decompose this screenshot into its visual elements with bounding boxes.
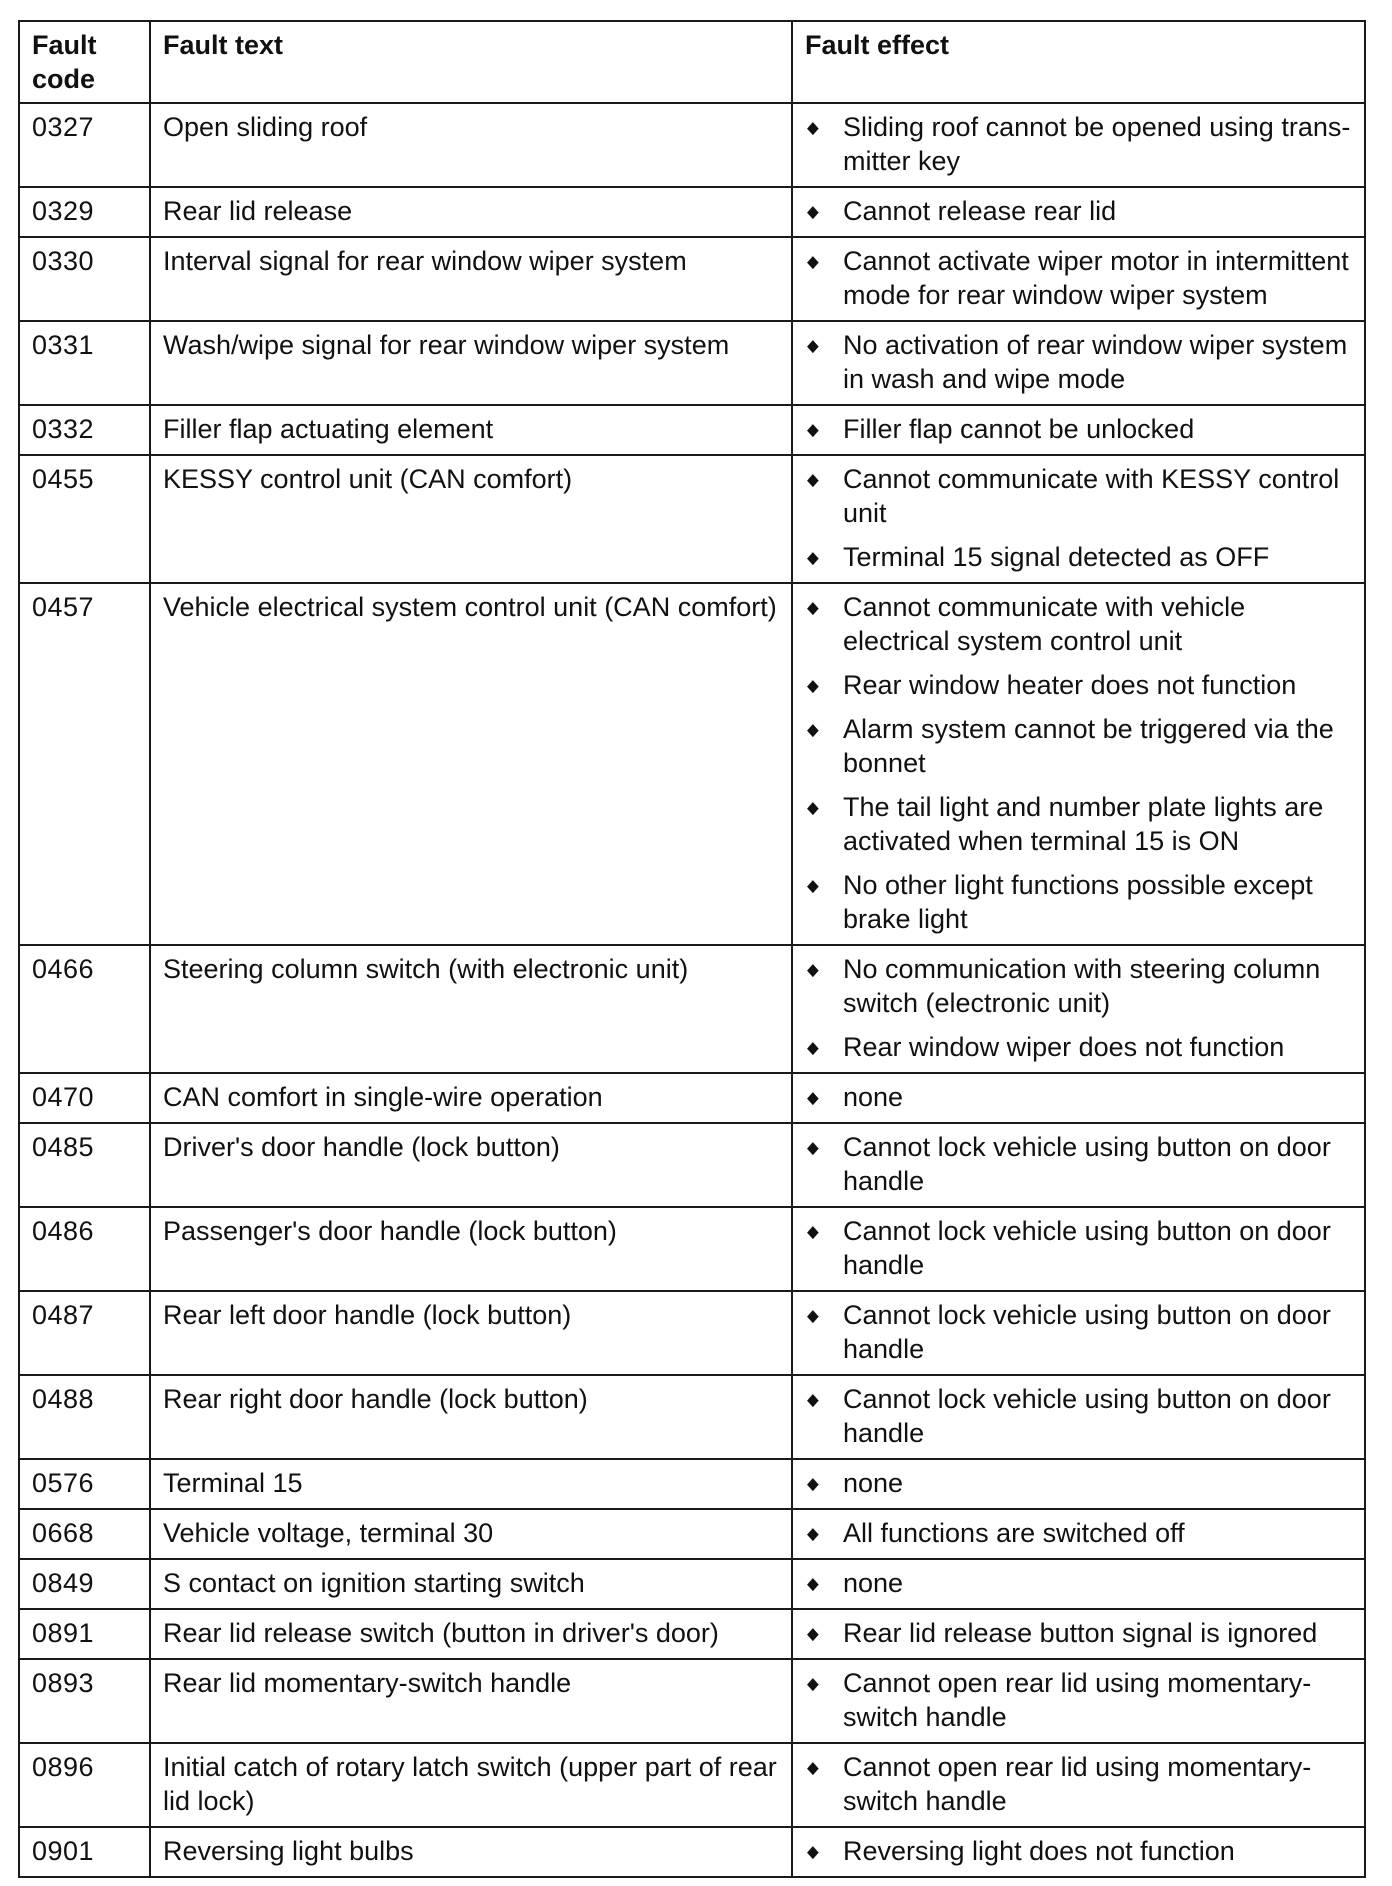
header-fault-text: Fault text (150, 21, 792, 103)
effect-item (805, 1666, 1352, 1734)
fault-text-cell: Rear lid release switch (button in driver's door) (150, 1609, 792, 1659)
effect-item (805, 1080, 1352, 1114)
effect-list (805, 412, 1352, 446)
effect-list (805, 244, 1352, 312)
effect-item (805, 1382, 1352, 1450)
fault-effect-cell (792, 1559, 1365, 1609)
table-row (19, 1123, 1365, 1207)
effect-list (805, 1666, 1352, 1734)
fault-text-cell: Filler flap actuating element (150, 405, 792, 455)
effect-item (805, 1750, 1352, 1818)
fault-text-cell: Rear lid release (150, 187, 792, 237)
effect-text: none (843, 1568, 904, 1598)
fault-code-cell: 0485 (19, 1123, 150, 1207)
effect-list (805, 1516, 1352, 1550)
effect-list (805, 1566, 1352, 1600)
effect-text: Rear lid release button signal is ignored (843, 1618, 1318, 1648)
effect-list (805, 1616, 1352, 1650)
header-fault-effect: Fault effect (792, 21, 1365, 103)
fault-code-cell: 0849 (19, 1559, 150, 1609)
diamond-bullet-icon: ◆ (807, 118, 819, 137)
fault-code-cell: 0327 (19, 103, 150, 187)
effect-list (805, 328, 1352, 396)
effect-list (805, 1382, 1352, 1450)
fault-effect-cell (792, 1123, 1365, 1207)
diamond-bullet-icon: ◆ (807, 960, 819, 979)
fault-effect-cell (792, 103, 1365, 187)
effect-item (805, 790, 1352, 858)
diamond-bullet-icon: ◆ (807, 1758, 819, 1777)
effect-text: Cannot activate wiper motor in intermittent mode for rear window wiper system (843, 246, 1349, 310)
fault-text-cell: Passenger's door handle (lock button) (150, 1207, 792, 1291)
effect-item (805, 1566, 1352, 1600)
fault-code-cell: 0466 (19, 945, 150, 1073)
effect-text: Sliding roof cannot be opened using trans-mitter key (843, 112, 1351, 176)
fault-effect-cell (792, 1743, 1365, 1827)
diamond-bullet-icon: ◆ (807, 1138, 819, 1157)
effect-text: Filler flap cannot be unlocked (843, 414, 1195, 444)
effect-item (805, 412, 1352, 446)
fault-effect-cell (792, 1375, 1365, 1459)
fault-code-cell: 0330 (19, 237, 150, 321)
fault-effect-cell (792, 945, 1365, 1073)
effect-text: none (843, 1082, 904, 1112)
table-row (19, 1509, 1365, 1559)
effect-item (805, 194, 1352, 228)
table-row (19, 1559, 1365, 1609)
effect-text: Cannot open rear lid using momentary-switch handle (843, 1752, 1312, 1816)
fault-effect-cell (792, 1827, 1365, 1877)
effect-text: Cannot release rear lid (843, 196, 1117, 226)
table-row (19, 1609, 1365, 1659)
fault-code-cell: 0668 (19, 1509, 150, 1559)
fault-effect-cell (792, 1207, 1365, 1291)
effect-list (805, 194, 1352, 228)
diamond-bullet-icon: ◆ (807, 1674, 819, 1693)
effect-text: none (843, 1468, 904, 1498)
fault-text-cell: Open sliding roof (150, 103, 792, 187)
fault-text-cell: Rear right door handle (lock button) (150, 1375, 792, 1459)
fault-effect-cell (792, 583, 1365, 945)
fault-text-cell: Rear left door handle (lock button) (150, 1291, 792, 1375)
diamond-bullet-icon: ◆ (807, 548, 819, 567)
fault-code-cell: 0901 (19, 1827, 150, 1877)
effect-text: No activation of rear window wiper system in wash and wipe mode (843, 330, 1348, 394)
effect-list (805, 1214, 1352, 1282)
fault-text-cell: CAN comfort in single-wire operation (150, 1073, 792, 1123)
fault-code-cell: 0470 (19, 1073, 150, 1123)
effect-item (805, 1214, 1352, 1282)
diamond-bullet-icon: ◆ (807, 470, 819, 489)
effect-text: No other light functions possible except brake light (843, 870, 1313, 934)
effect-text: Cannot lock vehicle using button on door handle (843, 1216, 1331, 1280)
fault-code-cell: 0455 (19, 455, 150, 583)
effect-list (805, 462, 1352, 574)
diamond-bullet-icon: ◆ (807, 598, 819, 617)
table-row (19, 583, 1365, 945)
effect-text: No communication with steering column switch (electronic unit) (843, 954, 1321, 1018)
fault-text-cell: Rear lid momentary-switch handle (150, 1659, 792, 1743)
fault-code-cell: 0457 (19, 583, 150, 945)
diamond-bullet-icon: ◆ (807, 1088, 819, 1107)
diamond-bullet-icon: ◆ (807, 252, 819, 271)
effect-item (805, 868, 1352, 936)
fault-code-cell: 0332 (19, 405, 150, 455)
effect-list (805, 1080, 1352, 1114)
header-row (19, 21, 1365, 103)
table-row (19, 1659, 1365, 1743)
table-row (19, 1375, 1365, 1459)
fault-effect-cell (792, 1609, 1365, 1659)
effect-text: Cannot communicate with KESSY control unit (843, 464, 1340, 528)
effect-list (805, 1466, 1352, 1500)
effect-item (805, 1130, 1352, 1198)
effect-text: The tail light and number plate lights are activated when terminal 15 is ON (843, 792, 1324, 856)
fault-text-cell: Steering column switch (with electronic unit) (150, 945, 792, 1073)
effect-text: Cannot lock vehicle using button on door handle (843, 1132, 1331, 1196)
effect-text: Cannot open rear lid using momentary-switch handle (843, 1668, 1312, 1732)
diamond-bullet-icon: ◆ (807, 1842, 819, 1861)
effect-item (805, 244, 1352, 312)
diamond-bullet-icon: ◆ (807, 336, 819, 355)
effect-item (805, 712, 1352, 780)
table-row (19, 237, 1365, 321)
effect-text: Alarm system cannot be triggered via the bonnet (843, 714, 1334, 778)
fault-code-cell: 0576 (19, 1459, 150, 1509)
table-row (19, 1459, 1365, 1509)
effect-item (805, 540, 1352, 574)
effect-list (805, 590, 1352, 936)
effect-text: All functions are switched off (843, 1518, 1185, 1548)
table-body (19, 103, 1365, 1877)
fault-text-cell: Interval signal for rear window wiper system (150, 237, 792, 321)
fault-effect-cell (792, 1459, 1365, 1509)
fault-text-cell: Vehicle electrical system control unit (CAN comfort) (150, 583, 792, 945)
effect-item (805, 1030, 1352, 1064)
table-row (19, 103, 1365, 187)
fault-text-cell: Vehicle voltage, terminal 30 (150, 1509, 792, 1559)
effect-text: Cannot lock vehicle using button on door handle (843, 1300, 1331, 1364)
effect-item (805, 328, 1352, 396)
diamond-bullet-icon: ◆ (807, 1624, 819, 1643)
table-row (19, 1743, 1365, 1827)
table-row (19, 1073, 1365, 1123)
effect-item (805, 110, 1352, 178)
fault-effect-cell (792, 1291, 1365, 1375)
effect-list (805, 1298, 1352, 1366)
effect-text: Cannot communicate with vehicle electrical system control unit (843, 592, 1246, 656)
diamond-bullet-icon: ◆ (807, 1574, 819, 1593)
fault-effect-cell (792, 1073, 1365, 1123)
effect-list (805, 1750, 1352, 1818)
effect-list (805, 1834, 1352, 1868)
fault-code-cell: 0486 (19, 1207, 150, 1291)
fault-effect-cell (792, 1509, 1365, 1559)
table-row (19, 1827, 1365, 1877)
effect-text: Rear window heater does not function (843, 670, 1297, 700)
effect-item (805, 1616, 1352, 1650)
fault-code-cell: 0891 (19, 1609, 150, 1659)
header-fault-code: Fault code (19, 21, 150, 103)
effect-item (805, 1466, 1352, 1500)
fault-effect-cell (792, 321, 1365, 405)
effect-item (805, 668, 1352, 702)
fault-text-cell: Reversing light bulbs (150, 1827, 792, 1877)
table-row (19, 1291, 1365, 1375)
effect-text: Reversing light does not function (843, 1836, 1235, 1866)
fault-code-cell: 0331 (19, 321, 150, 405)
diamond-bullet-icon: ◆ (807, 1524, 819, 1543)
table-row (19, 321, 1365, 405)
effect-item (805, 462, 1352, 530)
diamond-bullet-icon: ◆ (807, 876, 819, 895)
effect-list (805, 1130, 1352, 1198)
effect-list (805, 952, 1352, 1064)
fault-text-cell: Wash/wipe signal for rear window wiper system (150, 321, 792, 405)
fault-effect-cell (792, 405, 1365, 455)
fault-effect-cell (792, 187, 1365, 237)
effect-text: Cannot lock vehicle using button on door handle (843, 1384, 1331, 1448)
diamond-bullet-icon: ◆ (807, 420, 819, 439)
effect-list (805, 110, 1352, 178)
fault-text-cell: S contact on ignition starting switch (150, 1559, 792, 1609)
fault-code-cell: 0487 (19, 1291, 150, 1375)
effect-item (805, 952, 1352, 1020)
table-header (19, 21, 1365, 103)
fault-text-cell: Terminal 15 (150, 1459, 792, 1509)
diamond-bullet-icon: ◆ (807, 1390, 819, 1409)
diamond-bullet-icon: ◆ (807, 720, 819, 739)
effect-item (805, 1298, 1352, 1366)
effect-item (805, 590, 1352, 658)
fault-effect-cell (792, 1659, 1365, 1743)
effect-item (805, 1516, 1352, 1550)
table-row (19, 455, 1365, 583)
effect-text: Terminal 15 signal detected as OFF (843, 542, 1270, 572)
table-row (19, 945, 1365, 1073)
table-row (19, 405, 1365, 455)
fault-text-cell: Driver's door handle (lock button) (150, 1123, 792, 1207)
effect-text: Rear window wiper does not function (843, 1032, 1285, 1062)
fault-code-cell: 0896 (19, 1743, 150, 1827)
table-row (19, 187, 1365, 237)
fault-code-cell: 0893 (19, 1659, 150, 1743)
diamond-bullet-icon: ◆ (807, 1306, 819, 1325)
diamond-bullet-icon: ◆ (807, 676, 819, 695)
fault-code-cell: 0329 (19, 187, 150, 237)
table-row (19, 1207, 1365, 1291)
fault-text-cell: Initial catch of rotary latch switch (upper part of rear lid lock) (150, 1743, 792, 1827)
diamond-bullet-icon: ◆ (807, 1038, 819, 1057)
fault-effect-cell (792, 237, 1365, 321)
fault-text-cell: KESSY control unit (CAN comfort) (150, 455, 792, 583)
effect-item (805, 1834, 1352, 1868)
diamond-bullet-icon: ◆ (807, 1474, 819, 1493)
fault-code-table (18, 20, 1366, 1878)
fault-code-cell: 0488 (19, 1375, 150, 1459)
diamond-bullet-icon: ◆ (807, 798, 819, 817)
diamond-bullet-icon: ◆ (807, 1222, 819, 1241)
diamond-bullet-icon: ◆ (807, 202, 819, 221)
fault-effect-cell (792, 455, 1365, 583)
